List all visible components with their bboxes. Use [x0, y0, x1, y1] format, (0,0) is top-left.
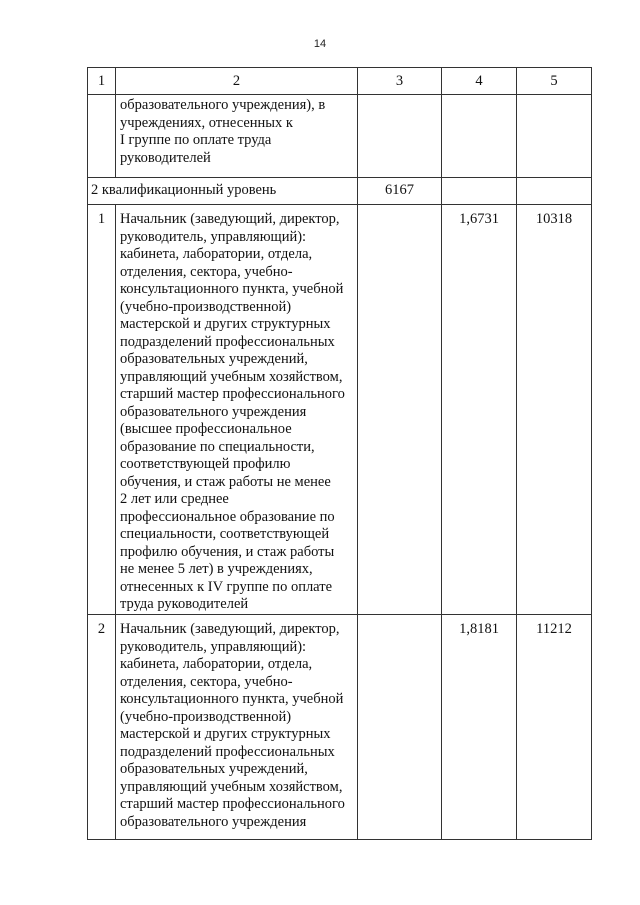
- position-description: Начальник (заведующий, директор, руководитель, управляющий): кабинета, лаборатории, отдела, отделения, сектора, учебно- консультационного пункта, учебной (учебно-производственной) мастерской и других структурных подразделений профессиональных образовательных учреждений, управляющий учебным хозяйством, старший мастер профессионального образовательного учреждения (высшее профессиональное образование по специальности, соответствующей профилю обучения, и стаж работы не менее 2 лет или среднее профессиональное образование по специальности, соответствующей профилю обучения, и стаж работы не менее 5 лет) в учреждениях, отнесенных к IV группе по оплате труда руководителей: [116, 205, 358, 615]
- coefficient-cell: [442, 178, 517, 205]
- salary-cell: [517, 178, 592, 205]
- position-description: Начальник (заведующий, директор, руководитель, управляющий): кабинета, лаборатории, отдела, отделения, сектора, учебно- консультационного пункта, учебной (учебно-производственной) мастерской и других структурных подразделений профессиональных образовательных учреждений, управляющий учебным хозяйством, старший мастер профессионального образовательного учреждения: [116, 615, 358, 840]
- base-salary-cell: [358, 95, 442, 178]
- position-description-cell: образовательного учреждения), в учреждениях, отнесенных к I группе по оплате труда руководителей: [116, 95, 358, 178]
- column-header-4: 4: [442, 68, 517, 95]
- salary-value: 11212: [517, 615, 592, 840]
- salary-table: [87, 67, 592, 840]
- qualification-level-row: [88, 178, 592, 205]
- base-salary-cell: [358, 205, 442, 615]
- table-row: [88, 95, 592, 178]
- coefficient-value: 1,6731: [442, 205, 517, 615]
- coefficient-cell: [442, 95, 517, 178]
- column-header-2: 2: [116, 68, 358, 95]
- salary-cell: [517, 95, 592, 178]
- coefficient-value: 1,8181: [442, 615, 517, 840]
- column-header-1: 1: [88, 68, 116, 95]
- row-number: 2: [88, 615, 116, 840]
- salary-value: 10318: [517, 205, 592, 615]
- column-header-5: 5: [517, 68, 592, 95]
- qualification-level-label: 2 квалификационный уровень: [88, 178, 358, 205]
- table-header-row: [88, 68, 592, 95]
- row-number-cell: [88, 95, 116, 178]
- row-number: 1: [88, 205, 116, 615]
- base-salary-cell: [358, 615, 442, 840]
- table-row: [88, 615, 592, 840]
- base-salary-value: 6167: [358, 178, 442, 205]
- column-header-3: 3: [358, 68, 442, 95]
- page-number: 14: [313, 38, 327, 50]
- table-row: [88, 205, 592, 615]
